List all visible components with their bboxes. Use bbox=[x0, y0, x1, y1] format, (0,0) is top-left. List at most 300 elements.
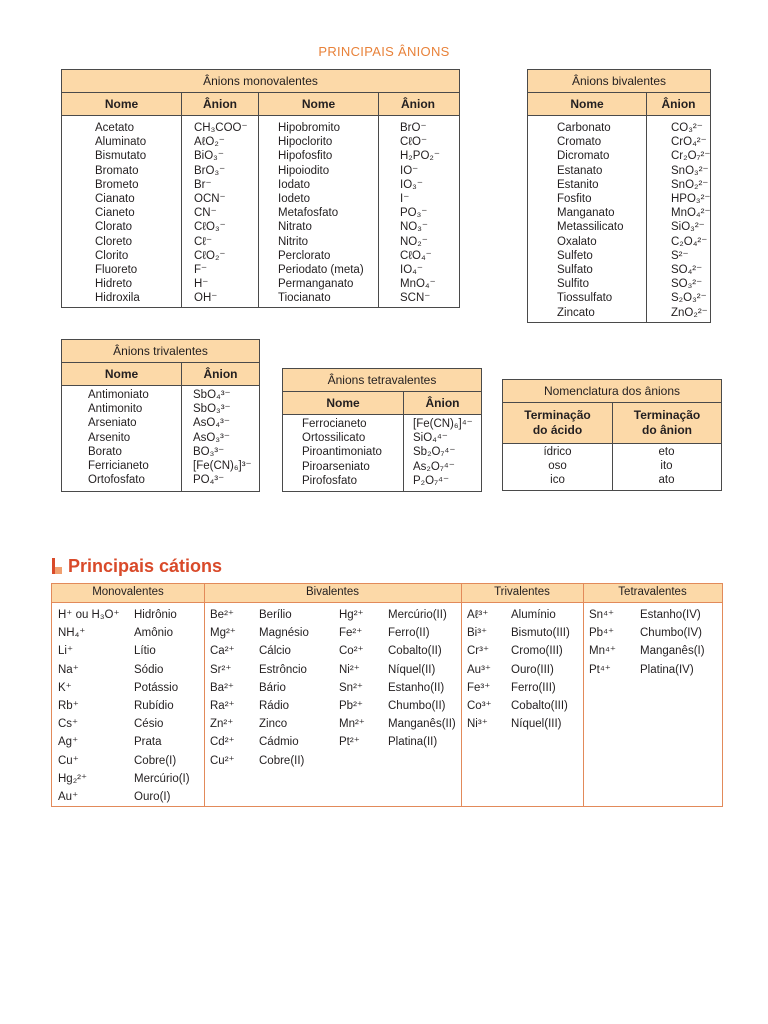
list-item bbox=[467, 679, 570, 697]
cation-name: Berílio bbox=[259, 609, 292, 621]
list-item bbox=[339, 642, 456, 660]
cation-formula: NH₄⁺ bbox=[58, 627, 86, 640]
cation-name: Cálcio bbox=[259, 645, 291, 658]
table-title: Nomenclatura dos ânions bbox=[503, 380, 721, 403]
anion-formula: CℓO⁻ bbox=[400, 136, 428, 149]
cation-name: Níquel(III) bbox=[511, 718, 562, 731]
table-row bbox=[62, 388, 259, 402]
anion-name: Hipofosfito bbox=[278, 150, 333, 163]
list-item bbox=[210, 606, 309, 624]
list-item bbox=[210, 733, 309, 751]
cation-name: Cobre(I) bbox=[134, 754, 177, 767]
acid-ending: oso bbox=[548, 460, 567, 473]
list-item bbox=[467, 624, 570, 642]
cations-trivalent-list bbox=[467, 606, 570, 733]
anion-formula: HPO₃²⁻ bbox=[671, 193, 711, 206]
anion-name: Piroantimoniato bbox=[302, 446, 382, 459]
anion-formula: BiO₃⁻ bbox=[194, 150, 224, 163]
cation-name: Ferro(III) bbox=[511, 681, 556, 694]
anion-formula: CrO₄²⁻ bbox=[671, 136, 707, 149]
col-header: Nome bbox=[104, 97, 139, 111]
anion-name: Metafosfato bbox=[278, 207, 339, 220]
list-item bbox=[210, 715, 309, 733]
table-row bbox=[62, 277, 459, 291]
table-row bbox=[503, 445, 721, 459]
cation-name: Cádmio bbox=[259, 736, 299, 749]
cation-formula: Ba²⁺ bbox=[210, 681, 234, 694]
table-row bbox=[62, 192, 459, 206]
anion-name: Ferricianeto bbox=[88, 460, 149, 473]
table-row bbox=[528, 121, 710, 135]
cation-formula: Na⁺ bbox=[58, 663, 79, 676]
anion-formula: [Fe(CN)₆]⁴⁻ bbox=[413, 418, 473, 430]
cation-name: Chumbo(IV) bbox=[640, 627, 702, 640]
anion-name: Sulfeto bbox=[557, 249, 593, 262]
anion-formula: IO⁻ bbox=[400, 164, 419, 177]
list-item bbox=[210, 661, 309, 679]
col-header: Nome bbox=[570, 97, 604, 111]
anion-name: Ferrocianeto bbox=[302, 418, 367, 430]
anion-formula: Sb₂O₇⁴⁻ bbox=[413, 446, 456, 459]
cation-formula: Sn²⁺ bbox=[339, 681, 363, 694]
table-row bbox=[528, 220, 710, 234]
cation-formula: Pb⁴⁺ bbox=[589, 627, 615, 640]
anion-formula: SO₄²⁻ bbox=[671, 264, 703, 277]
table-row bbox=[528, 306, 710, 320]
anion-name: Oxalato bbox=[557, 235, 597, 248]
anion-name: Cianeto bbox=[95, 207, 135, 220]
list-item bbox=[58, 624, 190, 642]
list-item bbox=[58, 788, 190, 806]
table-row bbox=[528, 249, 710, 263]
table-row bbox=[283, 474, 481, 488]
acid-ending: ico bbox=[550, 474, 565, 487]
cation-name: Níquel(II) bbox=[388, 663, 436, 676]
table-body bbox=[62, 121, 459, 306]
anion-formula: PO₃⁻ bbox=[400, 207, 428, 220]
table-row bbox=[62, 164, 459, 178]
table-bivalent-anions bbox=[527, 69, 711, 323]
cation-formula: Hg₂²⁺ bbox=[58, 772, 88, 785]
list-item bbox=[467, 661, 570, 679]
cation-formula: Au³⁺ bbox=[467, 663, 491, 676]
cation-name: Estrôncio bbox=[259, 663, 307, 676]
anion-name: Arsenito bbox=[88, 431, 131, 444]
cation-formula: Mg²⁺ bbox=[210, 627, 236, 640]
list-item bbox=[58, 661, 190, 679]
anion-name: Carbonato bbox=[557, 122, 611, 134]
table-row bbox=[503, 459, 721, 473]
table-header bbox=[62, 93, 459, 116]
table-row bbox=[528, 206, 710, 220]
anion-name: Antimoniato bbox=[88, 389, 149, 401]
col-header: Terminação do ácido bbox=[524, 408, 591, 437]
anion-name: Periodato (meta) bbox=[278, 264, 364, 277]
anion-formula: AℓO₂⁻ bbox=[194, 136, 225, 149]
cation-name: Ouro(III) bbox=[511, 663, 554, 676]
table-trivalent-anions bbox=[61, 339, 260, 492]
anion-formula: OCN⁻ bbox=[194, 193, 226, 206]
anion-formula: CℓO₃⁻ bbox=[194, 221, 226, 234]
cation-formula: Au⁺ bbox=[58, 791, 79, 804]
table-row bbox=[62, 263, 459, 277]
anion-name: Hipobromito bbox=[278, 122, 340, 134]
anion-ending: ato bbox=[658, 474, 675, 487]
cation-formula: Co²⁺ bbox=[339, 645, 364, 658]
list-item bbox=[589, 661, 705, 679]
cation-name: Platina(IV) bbox=[640, 663, 694, 676]
col-header: Nome bbox=[104, 367, 139, 381]
page-title: PRINCIPAIS ÂNIONS bbox=[318, 44, 450, 59]
list-item bbox=[339, 661, 456, 679]
cation-formula: Fe²⁺ bbox=[339, 627, 363, 640]
anion-formula: SCN⁻ bbox=[400, 292, 431, 305]
table-row bbox=[528, 164, 710, 178]
anion-name: Cianato bbox=[95, 193, 135, 206]
anion-formula: CN⁻ bbox=[194, 207, 217, 220]
anion-name: Hidroxila bbox=[95, 292, 140, 305]
anion-formula: H⁻ bbox=[194, 278, 209, 291]
cation-formula: Be²⁺ bbox=[210, 609, 234, 621]
anion-name: Dicromato bbox=[557, 150, 610, 163]
list-item bbox=[467, 606, 570, 624]
list-item bbox=[58, 697, 190, 715]
cation-name: Magnésio bbox=[259, 627, 309, 640]
list-item bbox=[58, 733, 190, 751]
anion-name: Cromato bbox=[557, 136, 602, 149]
cation-formula: Zn²⁺ bbox=[210, 718, 234, 731]
list-item bbox=[339, 697, 456, 715]
list-item bbox=[210, 624, 309, 642]
cation-formula: H⁺ ou H₃O⁺ bbox=[58, 609, 120, 621]
anion-name: Hipoclorito bbox=[278, 136, 333, 149]
col-header: Tetravalentes bbox=[618, 586, 687, 598]
table-row bbox=[283, 431, 481, 445]
list-item bbox=[467, 642, 570, 660]
anion-formula: SiO₃²⁻ bbox=[671, 221, 705, 234]
cation-name: Prata bbox=[134, 736, 162, 749]
table-row bbox=[528, 263, 710, 277]
table-row bbox=[62, 431, 259, 445]
anion-formula: CℓO₄⁻ bbox=[400, 249, 432, 262]
anion-name: Nitrato bbox=[278, 221, 312, 234]
list-item bbox=[58, 606, 190, 624]
table-body bbox=[503, 445, 721, 488]
cation-name: Cobre(II) bbox=[259, 754, 305, 767]
anion-name: Estanito bbox=[557, 178, 599, 191]
anion-formula: ZnO₂²⁻ bbox=[671, 306, 708, 319]
cation-name: Sódio bbox=[134, 663, 164, 676]
anion-name: Bismutato bbox=[95, 150, 147, 163]
col-header: Monovalentes bbox=[92, 586, 164, 598]
table-row bbox=[62, 178, 459, 192]
anion-formula: SiO₄⁴⁻ bbox=[413, 432, 448, 445]
anion-name: Antimonito bbox=[88, 403, 143, 416]
anion-formula: BO₃³⁻ bbox=[193, 445, 225, 458]
anion-formula: CH₃COO⁻ bbox=[194, 122, 248, 134]
anion-name: Arseniato bbox=[88, 417, 137, 430]
anion-formula: H₂PO₂⁻ bbox=[400, 150, 440, 163]
anion-name: Bromato bbox=[95, 164, 139, 177]
cation-name: Cromo(III) bbox=[511, 645, 563, 658]
cation-name: Manganês(I) bbox=[640, 645, 705, 658]
anion-name: Cloreto bbox=[95, 235, 133, 248]
anion-name: Clorato bbox=[95, 221, 133, 234]
cation-formula: Aℓ³⁺ bbox=[467, 609, 489, 621]
cation-name: Alumínio bbox=[511, 609, 556, 621]
cation-formula: Li⁺ bbox=[58, 645, 74, 658]
cation-name: Platina(II) bbox=[388, 736, 438, 749]
cation-formula: Sr²⁺ bbox=[210, 663, 232, 676]
table-header bbox=[528, 93, 710, 116]
cation-formula: Pt⁴⁺ bbox=[589, 663, 611, 676]
anion-name: Fluoreto bbox=[95, 264, 138, 277]
anion-formula: SbO₃³⁻ bbox=[193, 403, 231, 416]
anion-name: Pirofosfato bbox=[302, 474, 357, 487]
cation-name: Rádio bbox=[259, 700, 290, 713]
cation-formula: Mn⁴⁺ bbox=[589, 645, 616, 658]
anion-formula: [Fe(CN)₆]³⁻ bbox=[193, 460, 252, 473]
table-header bbox=[62, 363, 259, 386]
anion-formula: Br⁻ bbox=[194, 178, 212, 191]
col-header: Ânion bbox=[181, 93, 258, 115]
anion-formula: SO₃²⁻ bbox=[671, 278, 703, 291]
col-header: Nome bbox=[326, 396, 360, 410]
table-body bbox=[283, 417, 481, 488]
anion-name: Aluminato bbox=[95, 136, 147, 149]
table-row bbox=[62, 121, 459, 135]
col-header: Trivalentes bbox=[494, 586, 550, 598]
anion-formula: NO₃⁻ bbox=[400, 221, 429, 234]
cation-formula: Pt²⁺ bbox=[339, 736, 360, 749]
cation-formula: Cd²⁺ bbox=[210, 736, 235, 749]
anion-formula: P₂O₇⁴⁻ bbox=[413, 474, 450, 487]
table-header bbox=[52, 584, 722, 603]
list-item bbox=[589, 642, 705, 660]
list-item bbox=[339, 624, 456, 642]
anion-formula: BrO⁻ bbox=[400, 122, 427, 134]
cation-name: Cobalto(II) bbox=[388, 645, 442, 658]
col-header: Terminação do ânion bbox=[612, 403, 721, 443]
table-title: Ânions monovalentes bbox=[62, 70, 459, 93]
table-row bbox=[62, 402, 259, 416]
table-row bbox=[528, 277, 710, 291]
cation-formula: Ni²⁺ bbox=[339, 663, 360, 676]
col-header: Ânion bbox=[181, 363, 259, 385]
table-row bbox=[528, 135, 710, 149]
table-tetravalent-anions bbox=[282, 368, 482, 492]
table-row bbox=[62, 220, 459, 234]
cation-formula: Co³⁺ bbox=[467, 700, 492, 713]
cation-name: Estanho(II) bbox=[388, 681, 445, 694]
cation-name: Bismuto(III) bbox=[511, 627, 570, 640]
cation-name: Zinco bbox=[259, 718, 288, 731]
anion-formula: S₂O₃²⁻ bbox=[671, 292, 707, 305]
table-row bbox=[62, 473, 259, 487]
anion-name: Zincato bbox=[557, 306, 595, 319]
cation-formula: K⁺ bbox=[58, 681, 72, 694]
cations-title: Principais cátions bbox=[68, 556, 223, 576]
anion-formula: CℓO₂⁻ bbox=[194, 249, 226, 262]
anion-name: Ortossilicato bbox=[302, 432, 366, 445]
cation-name: Potássio bbox=[134, 681, 179, 694]
anion-formula: C₂O₄²⁻ bbox=[671, 235, 708, 248]
table-row bbox=[528, 178, 710, 192]
cation-name: Rubídio bbox=[134, 700, 174, 713]
anion-name: Permanganato bbox=[278, 278, 354, 291]
section-marker-icon bbox=[52, 558, 62, 574]
anion-formula: AsO₄³⁻ bbox=[193, 417, 230, 430]
cation-formula: Ra²⁺ bbox=[210, 700, 235, 713]
list-item bbox=[210, 697, 309, 715]
cation-formula: Rb⁺ bbox=[58, 700, 79, 713]
anion-formula: Cr₂O₇²⁻ bbox=[671, 150, 711, 163]
acid-ending: ídrico bbox=[543, 446, 572, 458]
cation-name: Mercúrio(I) bbox=[134, 772, 190, 785]
anion-formula: As₂O₇⁴⁻ bbox=[413, 460, 455, 473]
anion-name: Hidreto bbox=[95, 278, 133, 291]
cation-name: Bário bbox=[259, 681, 286, 694]
anion-name: Fosfito bbox=[557, 193, 592, 206]
col-header: Nome bbox=[258, 93, 378, 115]
anion-name: Iodato bbox=[278, 178, 310, 191]
table-row bbox=[62, 235, 459, 249]
list-item bbox=[339, 606, 456, 624]
table-header bbox=[283, 392, 481, 415]
table-row bbox=[62, 135, 459, 149]
cation-name: Estanho(IV) bbox=[640, 609, 701, 621]
table-row bbox=[62, 459, 259, 473]
cations-tetravalent-list bbox=[589, 606, 705, 679]
list-item bbox=[467, 697, 570, 715]
table-title: Ânions bivalentes bbox=[528, 70, 710, 93]
col-header: Ânion bbox=[403, 392, 481, 414]
anion-name: Sulfato bbox=[557, 264, 593, 277]
cation-formula: Mn²⁺ bbox=[339, 718, 365, 731]
table-anion-nomenclature bbox=[502, 379, 722, 491]
cation-formula: Pb²⁺ bbox=[339, 700, 363, 713]
cation-name: Ferro(II) bbox=[388, 627, 430, 640]
anion-formula: IO₄⁻ bbox=[400, 264, 423, 277]
list-item bbox=[58, 752, 190, 770]
col-header: Ânion bbox=[378, 93, 457, 115]
cation-name: Césio bbox=[134, 718, 164, 731]
cation-formula: Bi³⁺ bbox=[467, 627, 488, 640]
cation-formula: Hg²⁺ bbox=[339, 609, 364, 621]
cation-name: Hidrônio bbox=[134, 609, 177, 621]
anion-name: Iodeto bbox=[278, 193, 310, 206]
list-item bbox=[589, 624, 705, 642]
table-row bbox=[528, 192, 710, 206]
cation-name: Manganês(II) bbox=[388, 718, 456, 731]
anion-name: Manganato bbox=[557, 207, 615, 220]
anion-name: Estanato bbox=[557, 164, 603, 177]
anion-formula: SbO₄³⁻ bbox=[193, 389, 231, 401]
anion-name: Tiossulfato bbox=[557, 292, 613, 305]
col-header: Bivalentes bbox=[305, 586, 360, 598]
anion-formula: PO₄³⁻ bbox=[193, 474, 225, 487]
table-row bbox=[528, 291, 710, 305]
table-body bbox=[62, 388, 259, 487]
cation-name: Lítio bbox=[134, 645, 156, 658]
anion-formula: S²⁻ bbox=[671, 249, 689, 262]
list-item bbox=[58, 642, 190, 660]
list-item bbox=[58, 715, 190, 733]
cation-formula: Sn⁴⁺ bbox=[589, 609, 615, 621]
anion-name: Perclorato bbox=[278, 249, 331, 262]
table-row bbox=[503, 473, 721, 487]
cation-name: Amônio bbox=[134, 627, 173, 640]
anion-formula: CO₃²⁻ bbox=[671, 122, 703, 134]
list-item bbox=[589, 606, 705, 624]
cation-name: Mercúrio(II) bbox=[388, 609, 447, 621]
anion-ending: eto bbox=[658, 446, 675, 458]
list-item bbox=[339, 715, 456, 733]
table-row bbox=[283, 460, 481, 474]
cation-formula: Cu²⁺ bbox=[210, 754, 235, 767]
table-body bbox=[528, 121, 710, 320]
cation-formula: Ni³⁺ bbox=[467, 718, 488, 731]
table-row bbox=[62, 149, 459, 163]
list-item bbox=[210, 642, 309, 660]
cations-bivalent-list-a bbox=[210, 606, 309, 770]
anion-formula: SnO₃²⁻ bbox=[671, 164, 709, 177]
anion-formula: MnO₄⁻ bbox=[400, 278, 436, 291]
table-title: Ânions tetravalentes bbox=[283, 369, 481, 392]
anion-formula: I⁻ bbox=[400, 193, 410, 206]
cation-name: Ouro(I) bbox=[134, 791, 171, 804]
cation-formula: Fe³⁺ bbox=[467, 681, 491, 694]
anion-formula: OH⁻ bbox=[194, 292, 218, 305]
cation-formula: Ca²⁺ bbox=[210, 645, 235, 658]
anion-formula: MnO₄²⁻ bbox=[671, 207, 711, 220]
table-row bbox=[62, 291, 459, 305]
cation-formula: Cs⁺ bbox=[58, 718, 79, 731]
cation-formula: Cr³⁺ bbox=[467, 645, 490, 658]
table-row bbox=[62, 206, 459, 220]
cation-formula: Ag⁺ bbox=[58, 736, 79, 749]
table-row bbox=[528, 235, 710, 249]
list-item bbox=[210, 679, 309, 697]
anion-name: Acetato bbox=[95, 122, 134, 134]
anion-name: Ortofosfato bbox=[88, 474, 145, 487]
cation-formula: Cu⁺ bbox=[58, 754, 79, 767]
anion-formula: IO₃⁻ bbox=[400, 178, 423, 191]
cation-name: Chumbo(II) bbox=[388, 700, 446, 713]
list-item bbox=[339, 733, 456, 751]
anion-formula: BrO₃⁻ bbox=[194, 164, 226, 177]
list-item bbox=[467, 715, 570, 733]
table-row bbox=[62, 249, 459, 263]
anion-formula: F⁻ bbox=[194, 264, 208, 277]
list-item bbox=[58, 679, 190, 697]
list-item bbox=[210, 752, 309, 770]
anion-formula: Cℓ⁻ bbox=[194, 235, 213, 248]
anion-formula: NO₂⁻ bbox=[400, 235, 428, 248]
table-row bbox=[283, 445, 481, 459]
table-title: Ânions trivalentes bbox=[62, 340, 259, 363]
list-item bbox=[339, 679, 456, 697]
anion-name: Hipoiodito bbox=[278, 164, 330, 177]
table-row bbox=[62, 416, 259, 430]
anion-name: Borato bbox=[88, 445, 122, 458]
anion-name: Brometo bbox=[95, 178, 139, 191]
anion-name: Metassilicato bbox=[557, 221, 624, 234]
table-row bbox=[283, 417, 481, 431]
anion-name: Nitrito bbox=[278, 235, 309, 248]
table-row bbox=[528, 149, 710, 163]
table-row bbox=[62, 445, 259, 459]
